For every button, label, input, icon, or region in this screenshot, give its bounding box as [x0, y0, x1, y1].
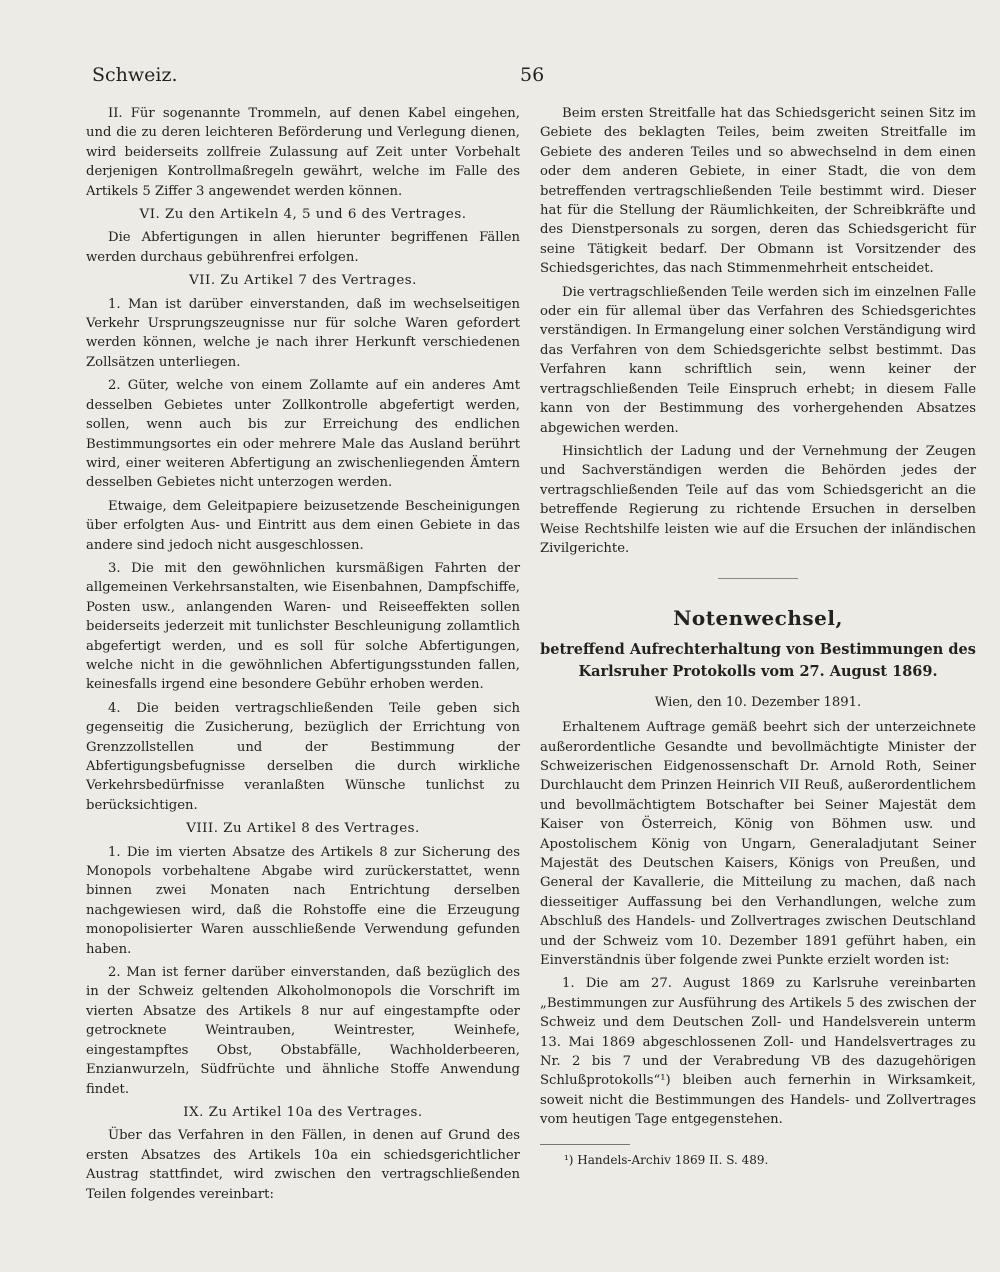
paragraph: Die Abfertigungen in allen hierunter begriffenen Fällen werden durchaus gebührenfrei erfolgen.	[86, 230, 520, 265]
running-header: Schweiz.	[92, 64, 178, 86]
page-number: 56	[520, 64, 545, 86]
document-title: Notenwechsel,	[673, 606, 843, 631]
section-heading: VIII. Zu Artikel 8 des Vertrages.	[186, 821, 420, 837]
paragraph: Etwaige, dem Geleitpapiere beizusetzende Bescheinigungen über erfolgten Aus- und Eintritt aus dem einen Gebiete in das andere sind jedoch nicht ausgeschlossen.	[86, 498, 520, 553]
paragraph: 1. Die am 27. August 1869 zu Karlsruhe vereinbarten „Bestimmungen zur Ausführung des Artikels 5 des zwischen der Schweiz und dem Deutschen Zoll- und Handelsverein unterm 13. Mai 1869 abgeschlossenen Zoll- und Handelsvertrages zu Nr. 2 bis 7 und der Verabredung VB des dazugehörigen Schlußprotokolls“¹) bleiben auch fernerhin in Wirksamkeit, soweit nicht die Bestimmungen des Handels- und Zollvertrages vom heutigen Tage entgegenstehen.	[540, 976, 976, 1128]
paragraph: 2. Man ist ferner darüber einverstanden, daß bezüglich des in der Schweiz geltenden Alkoholmonopols die Vorschrift im vierten Absatze des Artikels 8 nur auf eingestampfte oder getrocknete Weintrauben, Weintrester, Weinhefe, eingestampftes Obst, Obstabfälle, Wachholderbeeren, Enzianwurzeln, Südfrüchte und ähnliche Stoffe Anwendung findet.	[86, 965, 520, 1097]
document-subtitle	[540, 639, 976, 683]
right-column	[540, 104, 976, 1170]
section-heading: VI. Zu den Artikeln 4, 5 und 6 des Vertrages.	[139, 207, 467, 223]
footnote-rule	[540, 1144, 630, 1145]
paragraph: 2. Güter, welche von einem Zollamte auf ein anderes Amt desselben Gebietes unter Zollkontrolle abgefertigt werden, sollen, wenn auch bis zur Erreichung des endlichen Bestimmungsortes ein oder mehrere Male das Ausland berührt wird, einer weiteren Abfertigung an zwischenliegenden Ämtern desselben Gebietes nicht unterzogen werden.	[86, 378, 520, 491]
paragraph: 1. Man ist darüber einverstanden, daß im wechselseitigen Verkehr Ursprungszeugnisse nur für solche Waren gefordert werden können, welche je nach ihrer Herkunft verschiedenen Zollsätzen unterliegen.	[86, 296, 520, 370]
subtitle-line: Karlsruher Protokolls vom 27. August 1869.	[578, 662, 938, 680]
paragraph: Erhaltenem Auftrage gemäß beehrt sich der unterzeichnete außerordentliche Gesandte und bevollmächtigte Minister der Schweizerischen Eidgenossenschaft Dr. Arnold Roth, Seiner Durchlaucht dem Prinzen Heinrich VII Reuß, außerordentlichem und bevollmächtigtem Botschafter bei Seiner Majestät dem Kaiser von Österreich, König von Böhmen usw. und Apostolischem König von Ungarn, Generaladjutant Seiner Majestät des Deutschen Kaisers, Königs von Preußen, und General der Kavallerie, die Mitteilung zu machen, daß nach diesseitiger Auffassung bei den Verhandlungen, welche zum Abschluß des Handels- und Zollvertrages zwischen Deutschland und der Schweiz vom 10. Dezember 1891 geführt haben, ein Einverständnis über folgende zwei Punkte erzielt worden ist:	[540, 720, 976, 969]
paragraph: Die vertragschließenden Teile werden sich im einzelnen Falle oder ein für allemal über das Verfahren des Schiedsgerichtes verständigen. In Ermangelung einer solchen Verständigung wird das Verfahren von dem Schiedsgerichte selbst bestimmt. Das Verfahren kann schriftlich sein, wenn keiner der vertragschließenden Teile Einspruch erhebt; in diesem Falle kann von der Bestimmung des vorhergehenden Absatzes abgewichen werden.	[540, 284, 976, 436]
paragraph: Beim ersten Streitfalle hat das Schiedsgericht seinen Sitz im Gebiete des beklagten Teiles, beim zweiten Streitfalle im Gebiete des anderen Teiles und so abwechselnd in dem einen oder dem anderen Gebiete, in einer Stadt, die von dem betreffenden vertragschließenden Teile bestimmt wird. Dieser hat für die Stellung der Räumlichkeiten, der Schreibkräfte und des Dienstpersonals zu sorgen, deren das Schiedsgericht für seine Tätigkeit bedarf. Der Obmann ist Vorsitzender des Schiedsgerichtes, das nach Stimmenmehrheit entscheidet.	[540, 106, 976, 277]
paragraph: II. Für sogenannte Trommeln, auf denen Kabel eingehen, und die zu deren leichteren Beförderung und Verlegung dienen, wird beiderseits zollfreie Zulassung auf Zeit unter Vorbehalt derjenigen Kontrollmaßregeln gewährt, welche im Falle des Artikels 5 Ziffer 3 angewendet werden können.	[86, 106, 520, 199]
paragraph: 3. Die mit den gewöhnlichen kursmäßigen Fahrten der allgemeinen Verkehrsanstalten, wie Eisenbahnen, Dampfschiffe, Posten usw., anlangenden Waren- und Reiseeffekten sollen beiderseits jederzeit mit tunlichster Beschleunigung zollamtlich abgefertigt werden, und es soll für solche Abfertigungen, welche nicht in die gewöhnlichen Abfertigungsstunden fallen, keinesfalls irgend eine besondere Gebühr erhoben werden.	[86, 560, 520, 693]
paragraph: Über das Verfahren in den Fällen, in denen auf Grund des ersten Absatzes des Artikels 10a ein schiedsgerichtlicher Austrag stattfindet, wird zwischen den vertragschließenden Teilen folgendes vereinbart:	[86, 1128, 520, 1202]
dateline: Wien, den 10. Dezember 1891.	[654, 694, 862, 710]
footnote: ¹) Handels-Archiv 1869 II. S. 489.	[564, 1152, 769, 1167]
paragraph: Hinsichtlich der Ladung und der Vernehmung der Zeugen und Sachverständigen werden die Behörden jedes der vertragschließenden Teile auf das vom Schiedsgericht an die betreffende Regierung zu richtende Ersuchen in derselben Weise Rechtshilfe leisten wie auf die Ersuchen der inländischen Zivilgerichte.	[540, 443, 976, 556]
paragraph: 1. Die im vierten Absatze des Artikels 8 zur Sicherung des Monopols vorbehaltene Abgabe wird zurückerstattet, wenn binnen zwei Monaten nach Entrichtung derselben nachgewiesen wird, daß die Rohstoffe eine die Erzeugung monopolisierter Waren ausschließende Verwendung gefunden haben.	[86, 844, 520, 957]
section-divider	[718, 578, 798, 579]
section-heading: IX. Zu Artikel 10a des Vertrages.	[183, 1104, 423, 1120]
paragraph: 4. Die beiden vertragschließenden Teile geben sich gegenseitig die Zusicherung, bezüglich der Errichtung von Grenzzollstellen und der Bestimmung der Abfertigungsbefugnisse derselben die durch wirkliche Verkehrsbedürfnisse veranlaßten Wünsche tunlichst zu berücksichtigen.	[86, 700, 520, 813]
subtitle-line: betreffend Aufrechterhaltung von Bestimmungen des	[540, 640, 976, 658]
section-heading: VII. Zu Artikel 7 des Vertrages.	[189, 273, 417, 289]
left-column	[86, 104, 520, 1208]
